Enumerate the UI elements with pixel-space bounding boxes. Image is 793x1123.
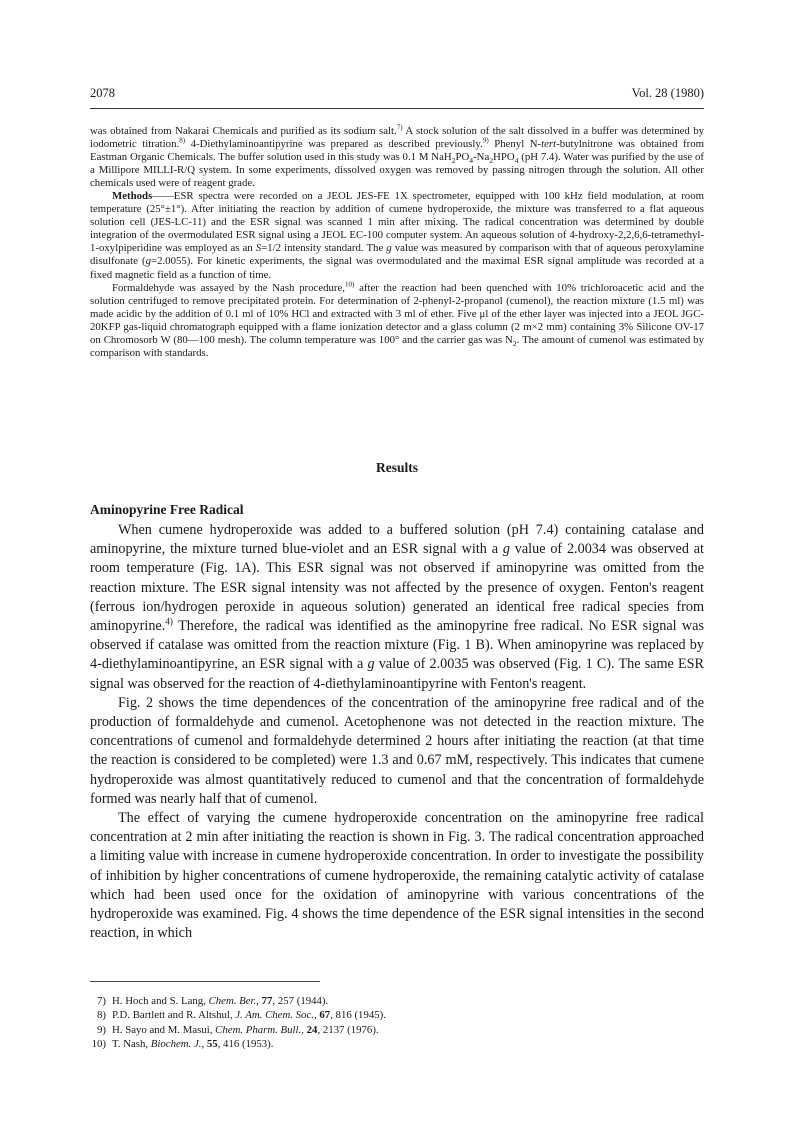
section-title: Aminopyrine Free Radical <box>90 502 244 517</box>
header-rule <box>90 108 704 109</box>
materials-paragraph: was obtained from Nakarai Chemicals and purified as its sodium salt.$^{7)}$ A stock solution of the salt dissolved in a buffer was determined by iodometric titration.$^{8)}$ 4-Diethylaminoantipyrine was prepared as described previously.$^{9)}$ Phenyl N-tert-butylnitrone was obtained from Eastman Organic Chemicals. The buffer solution used in this study was 0.1 M $NaH_2PO_4-Na_2HPO_4$ (pH 7.4). Water was purified by the use of a Millipore MILLI-R/Q system. In some experiments, dissolved oxygen was removed by passing nitrogen through the solution. All other chemicals used were of reagent grade. <box>90 123 704 190</box>
methods-label: Methods <box>112 190 153 203</box>
methods-text-block <box>90 125 704 360</box>
body-paragraph-1: When cumene hydroperoxide was added to a buffered solution (pH 7.4) containing catalase and aminopyrine, the mixture turned blue-violet and an ESR signal with a g value of 2.0034 was observed at room temperature (Fig. 1A). This ESR signal was not observed if aminopyrine was omitted from the reaction mixture. The ESR signal intensity was not affected by the presence of oxygen. Fenton's reagent (ferrous ion/hydrogen peroxide in aqueous solution) generated an identical free radical species from aminopyrine.$^{4)}$ Therefore, the radical was identified as the aminopyrine free radical. No ESR signal was observed if catalase was omitted from the reaction mixture (Fig. 1 B). When aminopyrine was replaced by 4-diethylaminoantipyrine, an ESR signal with a g value of 2.0035 was observed (Fig. 1 C). The same ESR signal was observed for the reaction of 4-diethylaminoantipyrine with Fenton's reagent. <box>90 522 704 692</box>
results-heading: Results <box>375 460 418 475</box>
journal-volume: Vol. 28 (1980) <box>631 86 704 100</box>
page-number: 2078 <box>90 86 115 100</box>
methods-paragraph: Methods——ESR spectra were recorded on a JEOL JES-FE 1X spectrometer, equipped with 100 kHz field modulation, at room temperature (25°±1°). After initiating the reaction by addition of cumene hydroperoxide, the mixture was transferred to a flat aqueous solution cell (JES-LC-11) and the ESR signal was scanned 1 min after mixing. The radical concentration was determined by double integration of the overmodulated ESR signal using a JEOL EC-100 computer system. An aqueous solution of 4-hydroxy-2,2,6,6-tetramethyl-1-oxylpiperidine was employed as an S=1/2 intensity standard. The g value was measured by comparison with that of aqueous peroxylamine disulfonate (g=2.0055). For kinetic experiments, the signal was overmodulated and the maximal ESR signal amplitude was recorded at a fixed magnetic field as a function of time. <box>90 190 704 281</box>
page-header <box>90 86 704 104</box>
footnote: 7) H. Hoch and S. Lang, Chem. Ber., 77, 257 (1944). <box>97 995 329 1007</box>
footnote: 9) H. Sayo and M. Masui, Chem. Pharm. Bull., 24, 2137 (1976). <box>97 1023 379 1036</box>
formaldehyde-paragraph: Formaldehyde was assayed by the Nash procedure,$^{10)}$ after the reaction had been quenched with 10% trichloroacetic acid and the solution centrifuged to remove precipitated protein. For determination of 2-phenyl-2-propanol (cumenol), the reaction mixture (1.5 ml) was made acidic by the addition of 0.1 ml of 10% HCl and extracted with 3 ml of ether. Five μl of the ether layer was injected into a JEOL JGC-20KFP gas-liquid chromatograph equipped with a flame ionization detector and a glass column (2 m×2 mm) containing 3% Silicone OV-17 on Chromosorb W (80—100 mesh). The column temperature was 100° and the carrier gas was $N_2$. The amount of cumenol was estimated by comparison with standards. <box>90 279 705 359</box>
footnote: 8) P.D. Bartlett and R. Altshul, J. Am. Chem. Soc., 67, 816 (1945). <box>97 1009 386 1022</box>
body-paragraph-2: Fig. 2 shows the time dependences of the concentration of the aminopyrine free radical and of the production of formaldehyde and cumenol. Acetophenone was not detected in the reaction mixture. The concentrations of cumenol and formaldehyde determined 2 hours after initiating the reaction (at that time the reaction is considered to be completed) were 1.3 and 0.67 mM, respectively. This indicates that cumene hydroperoxide was almost quantitatively reduced to cumenol and that the concentration of formaldehyde formed was nearly half that of cumenol. <box>90 694 704 807</box>
footnote: 10) T. Nash, Biochem. J., 55, 416 (1953). <box>91 1037 274 1050</box>
footnote-rule <box>90 981 320 982</box>
results-body <box>90 521 704 943</box>
body-paragraph-3: The effect of varying the cumene hydroperoxide concentration on the aminopyrine free radical concentration at 2 min after initiating the reaction is shown in Fig. 3. The radical concentration approached a limiting value with increase in cumene hydroperoxide concentration. In order to investigate the possibility of inhibition by higher concentrations of cumene hydroperoxide, the remaining catalytic activity of catalase which had been used once for the oxidation of aminopyrine with various concentrations of the hydroperoxide was examined. Fig. 4 shows the time dependence of the ESR signal intensities in the second reaction, in which <box>90 810 704 942</box>
footnotes <box>90 994 704 1051</box>
